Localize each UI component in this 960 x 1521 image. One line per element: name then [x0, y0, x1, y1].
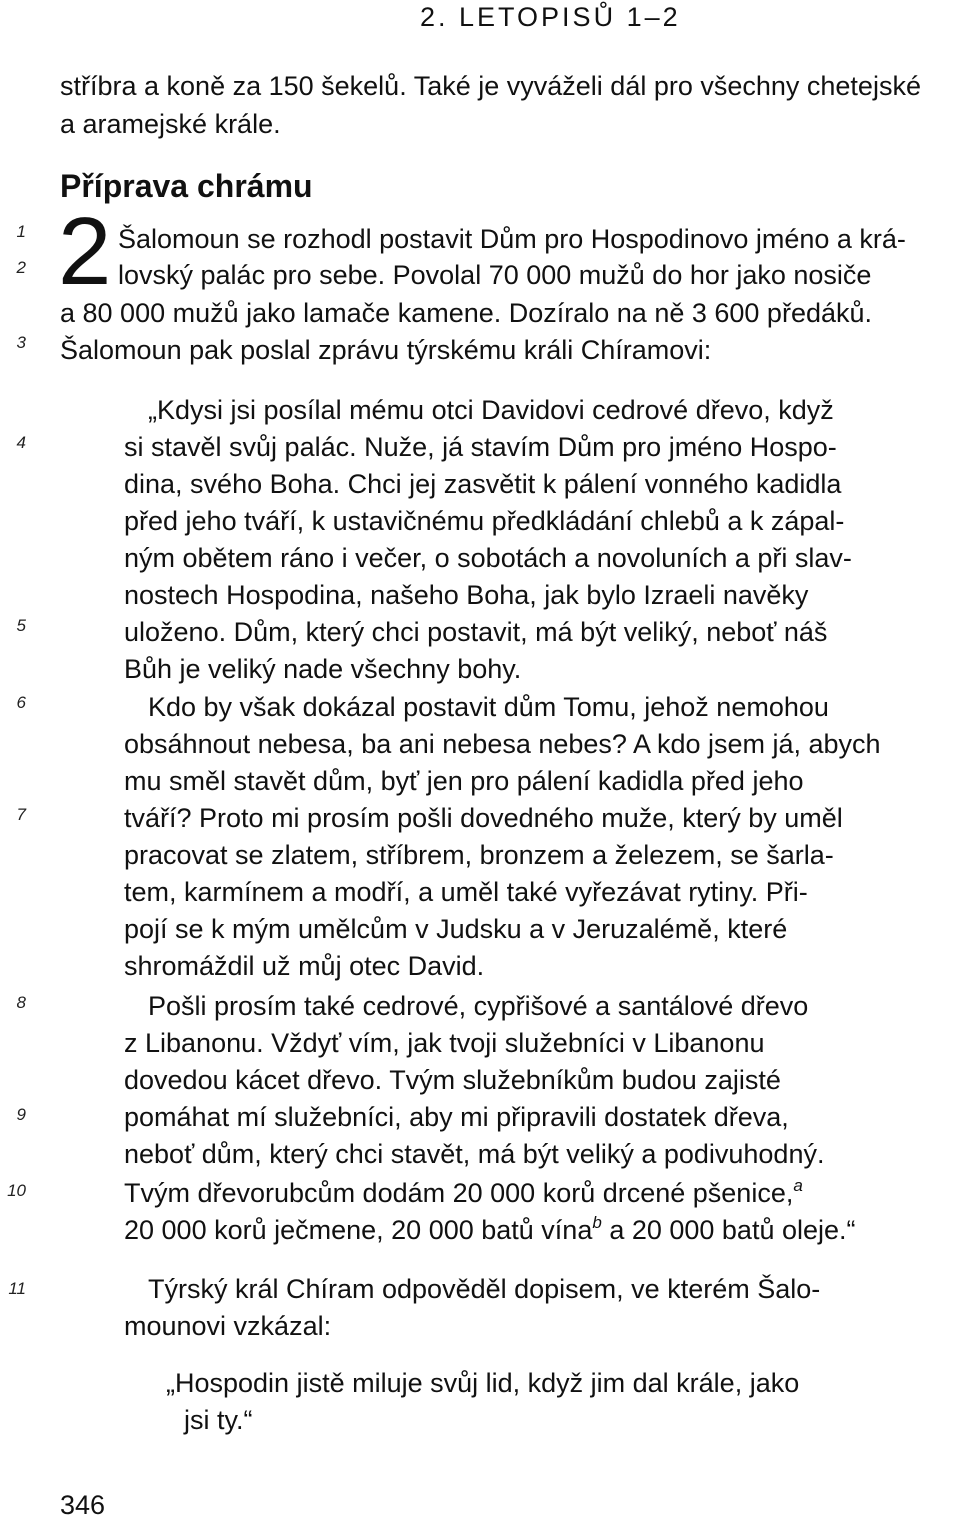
text-line-part: 20 000 korů ječmene, 20 000 batů vína	[124, 1215, 593, 1245]
text-line: Šalomoun se rozhodl postavit Dům pro Hospodinovo jméno a krá-	[118, 224, 906, 254]
text-line: shromáždil už můj otec David.	[124, 951, 485, 981]
verse-number: 10	[7, 1181, 26, 1200]
verse-number: 7	[16, 805, 26, 824]
text-line: mu směl stavět dům, byť jen pro pálení kadidla před jeho	[124, 766, 804, 796]
text-line-part: a 20 000 batů oleje.“	[601, 1215, 856, 1245]
text-line: „Hospodin jistě miluje svůj lid, když jim dal krále, jako	[166, 1368, 800, 1398]
footnote-marker[interactable]: a	[793, 1176, 803, 1195]
verse-number: 6	[16, 693, 26, 712]
text-line: pojí se k mým umělcům v Judsku a v Jeruzalémě, které	[124, 914, 788, 944]
text-line: před jeho tváří, k ustavičnému předkládání chlebů a k zápal-	[124, 506, 845, 536]
verse-number: 5	[16, 616, 26, 635]
text-line: a aramejské krále.	[60, 109, 281, 139]
text-line: mounovi vzkázal:	[124, 1311, 332, 1341]
text-line: uloženo. Dům, který chci postavit, má být veliký, neboť náš	[124, 617, 828, 647]
verse-number: 11	[8, 1279, 26, 1298]
verse-number: 2	[16, 258, 26, 277]
text-line: dina, svého Boha. Chci jej zasvětit k pálení vonného kadidla	[124, 469, 842, 499]
text-line: tváří? Proto mi prosím pošli dovedného muže, který by uměl	[124, 803, 843, 833]
section-heading: Příprava chrámu	[60, 168, 313, 204]
footnote-marker[interactable]: b	[592, 1213, 602, 1232]
text-line	[124, 1176, 803, 1210]
text-line: ným obětem ráno i večer, o sobotách a novoluních a při slav-	[124, 543, 852, 573]
chapter-number: 2	[58, 198, 112, 305]
text-line: dovedou kácet dřevo. Tvým služebníkům budou zajisté	[124, 1065, 781, 1095]
text-line: Bůh je veliký nade všechny bohy.	[124, 654, 522, 684]
text-line: Šalomoun pak poslal zprávu týrskému králi Chíramovi:	[60, 335, 712, 365]
text-line-part: Tvým dřevorubcům dodám 20 000 korů drcené pšenice,	[124, 1178, 794, 1208]
text-line: Kdo by však dokázal postavit dům Tomu, jehož nemohou	[148, 692, 829, 722]
running-header: 2. LETOPISŮ 1–2	[420, 2, 681, 32]
text-line: pracovat se zlatem, stříbrem, bronzem a železem, se šarla-	[124, 840, 834, 870]
text-line: „Kdysi jsi posílal mému otci Davidovi cedrové dřevo, když	[148, 395, 834, 425]
text-line: stříbra a koně za 150 šekelů. Také je vyváželi dál pro všechny chetejské	[60, 71, 921, 101]
text-line: z Libanonu. Vždyť vím, jak tvoji služebníci v Libanonu	[124, 1028, 765, 1058]
verse-number: 4	[16, 433, 26, 452]
text-line: a 80 000 mužů jako lamače kamene. Dozíralo na ně 3 600 předáků.	[60, 298, 873, 328]
text-line: si stavěl svůj palác. Nuže, já stavím Dům pro jméno Hospo-	[124, 432, 837, 462]
text-line: jsi ty.“	[184, 1405, 253, 1435]
text-line: tem, karmínem a modří, a uměl také vyřezávat rytiny. Při-	[124, 877, 808, 907]
verse-number: 9	[16, 1105, 26, 1124]
verse-number: 1	[16, 222, 26, 241]
text-line: nostech Hospodina, našeho Boha, jak bylo Izraeli navěky	[124, 580, 809, 610]
text-line: neboť dům, který chci stavět, má být veliký a podivuhodný.	[124, 1139, 825, 1169]
text-line: Pošli prosím také cedrové, cypřišové a santálové dřevo	[148, 991, 809, 1021]
page-number: 346	[60, 1490, 106, 1520]
text-line	[124, 1213, 856, 1247]
text-line: obsáhnout nebesa, ba ani nebesa nebes? A kdo jsem já, abych	[124, 729, 881, 759]
verse-number: 3	[16, 333, 26, 352]
text-line: lovský palác pro sebe. Povolal 70 000 mužů do hor jako nosiče	[118, 260, 872, 290]
verse-number: 8	[16, 993, 26, 1012]
text-line: Týrský král Chíram odpověděl dopisem, ve kterém Šalo-	[148, 1274, 821, 1304]
text-line: pomáhat mí služebníci, aby mi připravili dostatek dřeva,	[124, 1102, 789, 1132]
